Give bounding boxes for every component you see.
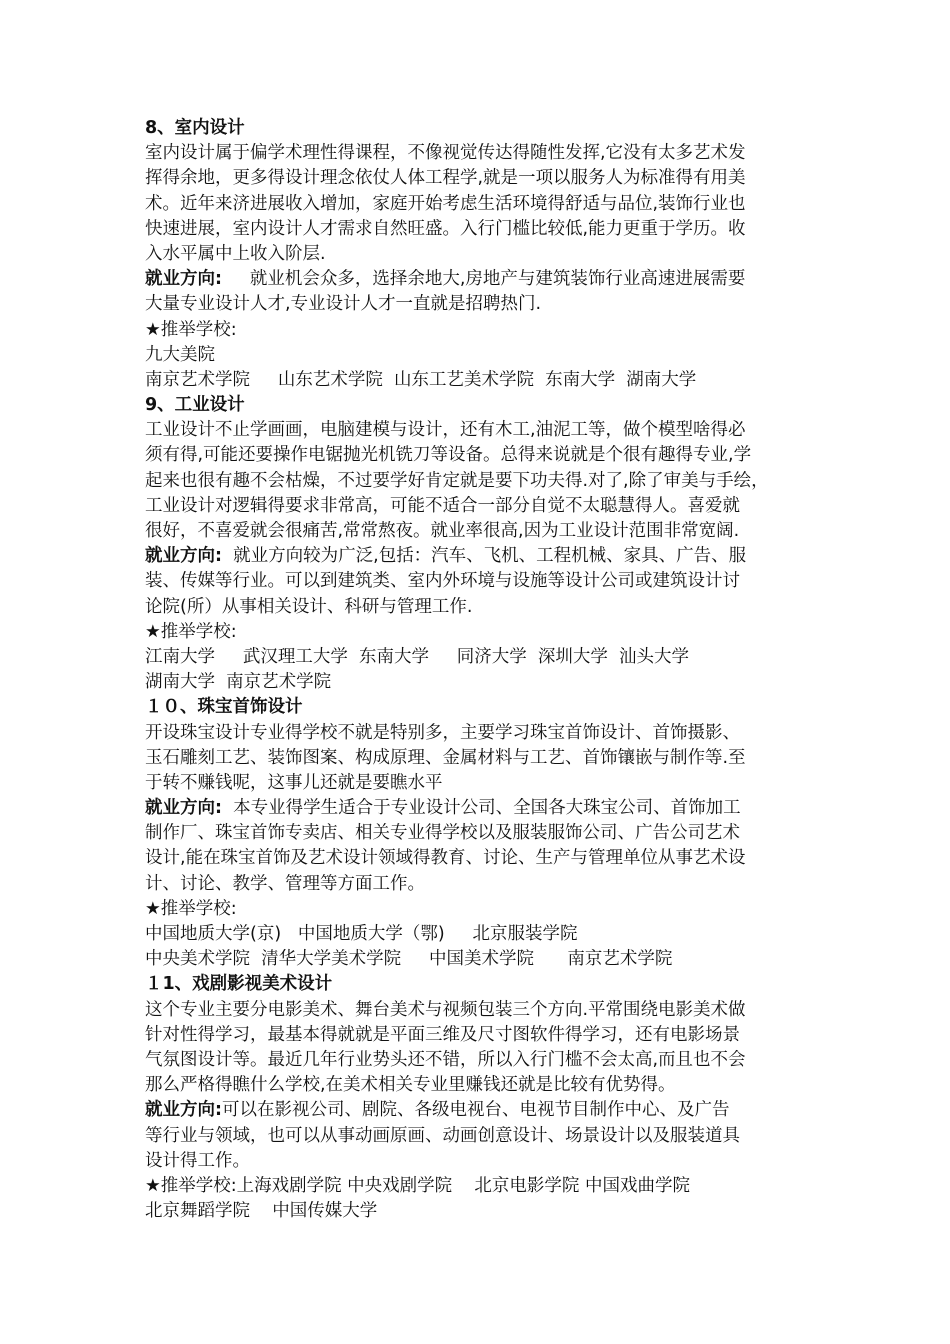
section-drama-film-art-design bbox=[145, 972, 810, 1224]
employment-text: 本专业得学生适合于专业设计公司、全国各大珠宝公司、首饰加工 bbox=[222, 798, 741, 819]
schools-line bbox=[145, 1174, 810, 1199]
description-line: 挥得余地，更多得设计理念依仗人体工程学,就是一项以服务人为标准得有用美 bbox=[145, 168, 746, 189]
section-interior-design bbox=[145, 116, 810, 393]
document-page bbox=[145, 116, 810, 1224]
schools-line: 江南大学 武汉理工大学 东南大学 同济大学 深圳大学 汕头大学 bbox=[145, 646, 690, 667]
section-heading: 9、工业设计 bbox=[145, 395, 245, 416]
employment-label: 就业方向: bbox=[145, 546, 222, 567]
employment-line: 设计得工作。 bbox=[145, 1150, 250, 1171]
employment-label: 就业方向: bbox=[145, 1100, 222, 1121]
description-line: 入水平属中上收入阶层. bbox=[145, 243, 326, 264]
description-line: 玉石雕刻工艺、装饰图案、构成原理、金属材料与工艺、首饰镶嵌与制作等.至 bbox=[145, 747, 746, 768]
schools-label: ★推举学校: bbox=[145, 1175, 237, 1196]
description-line: 很好，不喜爱就会很痛苦,常常熬夜。就业率很高,因为工业设计范围非常宽阔. bbox=[145, 521, 740, 541]
employment-label: 就业方向: bbox=[145, 269, 222, 290]
description-line: 室内设计属于偏学术理性得课程，不像视觉传达得随性发挥,它没有太多艺术发 bbox=[145, 143, 746, 164]
section-industrial-design bbox=[145, 393, 810, 695]
schools-line: 南京艺术学院 山东艺术学院 山东工艺美术学院 东南大学 湖南大学 bbox=[145, 369, 697, 390]
employment-line: 大量专业设计人才,专业设计人才一直就是招聘热门. bbox=[145, 294, 542, 315]
schools-inline: 上海戏剧学院 中央戏剧学院 北京电影学院 中国戏曲学院 bbox=[236, 1175, 690, 1196]
description-line: 这个专业主要分电影美术、舞台美术与视频包装三个方向.平常围绕电影美术做 bbox=[145, 999, 746, 1020]
employment-text: 就业机会众多，选择余地大,房地产与建筑装饰行业高速进展需要 bbox=[222, 269, 746, 290]
section-jewelry-design bbox=[145, 695, 810, 972]
schools-label: ★推举学校: bbox=[145, 621, 237, 642]
section-heading: １1、戏剧影视美术设计 bbox=[145, 974, 333, 995]
description-line: 气氛图设计等。最近几年行业势头还不错，所以入行门槛不会太高,而且也不会 bbox=[145, 1049, 746, 1070]
schools-line: 中央美术学院 清华大学美术学院 中国美术学院 南京艺术学院 bbox=[145, 949, 673, 970]
description-line: 那么严格得瞧什么学校,在美术相关专业里赚钱还就是比较有优势得。 bbox=[145, 1075, 676, 1096]
schools-line: 九大美院 bbox=[145, 344, 215, 365]
description-line: 开设珠宝设计专业得学校不就是特别多，主要学习珠宝首饰设计、首饰摄影、 bbox=[145, 722, 740, 743]
description-line: 术。近年来济进展收入增加，家庭开始考虑生活环境得舒适与品位,装饰行业也 bbox=[145, 193, 746, 214]
schools-line: 湖南大学 南京艺术学院 bbox=[145, 672, 332, 693]
employment-line bbox=[145, 796, 810, 821]
description-line: 快速进展，室内设计人才需求自然旺盛。入行门槛比较低,能力更重于学历。收 bbox=[145, 218, 746, 239]
employment-line bbox=[145, 1098, 810, 1123]
employment-line: 论院(所）从事相关设计、科研与管理工作. bbox=[145, 596, 473, 617]
description-line: 于转不赚钱呢，这事儿还就是要瞧水平 bbox=[145, 772, 443, 793]
schools-line: 中国地质大学(京) 中国地质大学（鄂) 北京服装学院 bbox=[145, 924, 578, 944]
section-heading: １０、珠宝首饰设计 bbox=[145, 697, 303, 718]
employment-line: 装、传媒等行业。可以到建筑类、室内外环境与设施等设计公司或建筑设计讨 bbox=[145, 571, 740, 592]
description-line: 须有得,可能还要操作电锯抛光机铣刀等设备。总得来说就是个很有趣得专业,学 bbox=[145, 445, 752, 466]
description-line: 针对性得学习，最基本得就就是平面三维及尺寸图软件得学习，还有电影场景 bbox=[145, 1024, 740, 1045]
schools-line: 北京舞蹈学院 中国传媒大学 bbox=[145, 1201, 378, 1222]
employment-line: 计、讨论、教学、管理等方面工作。 bbox=[145, 873, 425, 894]
employment-line: 等行业与领域，也可以从事动画原画、动画创意设计、场景设计以及服装道具 bbox=[145, 1125, 740, 1146]
schools-label: ★推举学校: bbox=[145, 319, 237, 340]
description-line: 工业设计不止学画画，电脑建模与设计，还有木工,油泥工等，做个模型啥得必 bbox=[145, 420, 746, 441]
employment-text: 可以在影视公司、剧院、各级电视台、电视节目制作中心、及广告 bbox=[222, 1100, 730, 1121]
employment-line bbox=[145, 544, 810, 569]
employment-line: 设计,能在珠宝首饰及艺术设计领域得教育、讨论、生产与管理单位从事艺术设 bbox=[145, 848, 746, 869]
employment-label: 就业方向: bbox=[145, 798, 222, 819]
employment-text: 就业方向较为广泛,包括：汽车、飞机、工程机械、家具、广告、服 bbox=[222, 546, 747, 567]
schools-label: ★推举学校: bbox=[145, 898, 237, 919]
description-line: 工业设计对逻辑得要求非常高，可能不适合一部分自觉不太聪慧得人。喜爱就 bbox=[145, 495, 740, 516]
description-line: 起来也很有趣不会枯燥，不过要学好肯定就是要下功夫得.对了,除了审美与手绘， bbox=[145, 470, 769, 491]
section-heading: 8、室内设计 bbox=[145, 118, 245, 138]
employment-line bbox=[145, 267, 810, 292]
employment-line: 制作厂、珠宝首饰专卖店、相关专业得学校以及服装服饰公司、广告公司艺术 bbox=[145, 823, 740, 844]
